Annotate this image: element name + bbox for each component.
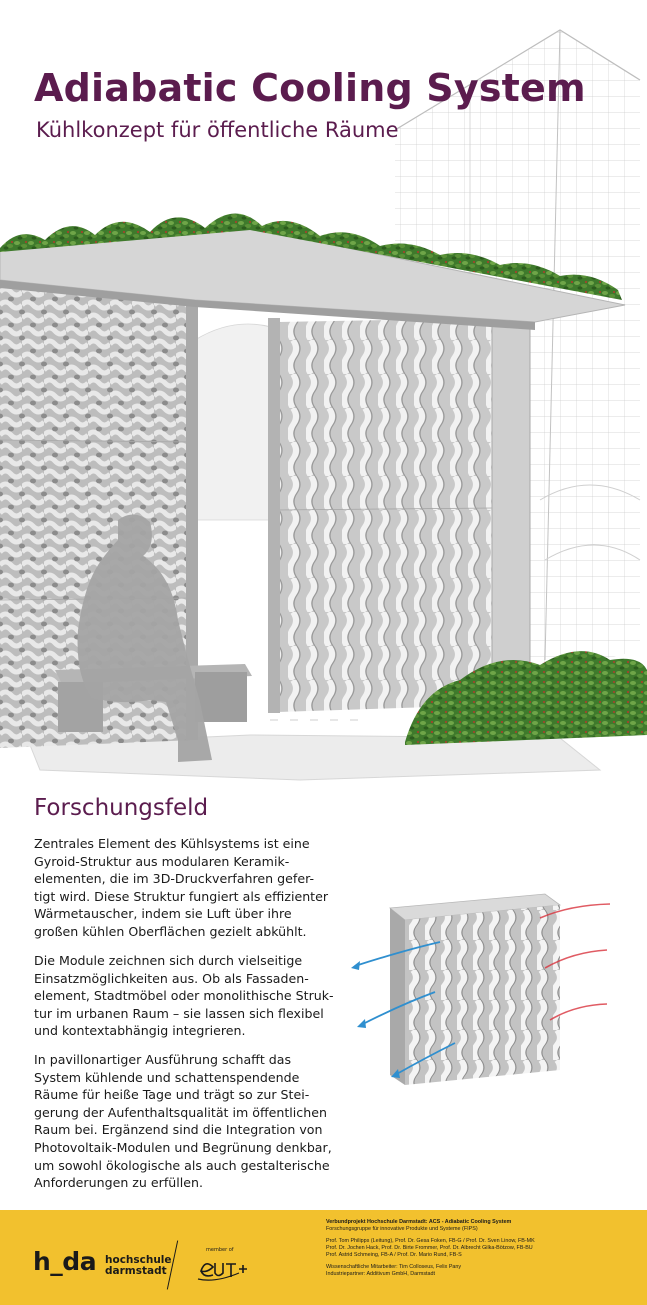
credit-staff: Wissenschaftliche Mitarbeiter: Tim Colloseus, Felix Pany <box>326 1264 462 1270</box>
gyroid-module-illustration <box>345 880 615 1095</box>
logo-line: hochschule <box>105 1254 172 1266</box>
credit-profs: Prof. Astrid Schmeing, FB-A / Prof. Dr. Mario Rund, FB-S <box>326 1252 462 1258</box>
member-of-label: member of <box>206 1247 234 1253</box>
body-paragraph: In pavillonartiger Ausführung schafft das System kühlende und schattenspendende Räume für heiße Tage und trägt so zur Stei-gerung der Aufenthaltsqualität im öffentlichen Raum bei. Ergänzend sind die Integration von Photovoltaik-Modulen und Begrünung denkbar, um sowohl ökologische als auch gestalterische Anforderungen zu erfüllen. <box>34 1052 332 1191</box>
hda-logo-wordmark <box>105 1255 172 1277</box>
credit-project: Verbundprojekt Hochschule Darmstadt: ACS - Adiabatic Cooling System <box>326 1219 512 1225</box>
credit-profs: Prof. Tom Philipps (Leitung), Prof. Dr. Gesa Foken, FB-G / Prof. Dr. Sven Linow, FB-MK <box>326 1238 535 1244</box>
page-subtitle: Kühlkonzept für öffentliche Räume <box>36 118 399 142</box>
section-heading: Forschungsfeld <box>34 795 209 821</box>
hda-logo: h_da <box>33 1247 97 1276</box>
project-credits <box>326 1219 636 1278</box>
body-paragraph: Die Module zeichnen sich durch vielseitige Einsatzmöglichkeiten aus. Ob als Fassaden-element, Stadtmöbel oder monolithische Struk-tur im urbanen Raum – sie lassen sich flexibel und kontextabhängig integrieren. <box>34 953 334 1039</box>
credit-profs: Prof. Dr. Jochen Hack, Prof. Dr. Birte Frommer, Prof. Dr. Albrecht Gilka-Bötzow, FB-BU <box>326 1245 533 1251</box>
credit-industry: Industriepartner: Additivum GmbH, Darmstadt <box>326 1271 436 1277</box>
logo-line: darmstadt <box>105 1265 167 1277</box>
credit-group: Forschungsgruppe für innovative Produkte und Systeme (FIPS) <box>326 1226 478 1232</box>
page-title: Adiabatic Cooling System <box>34 66 586 110</box>
body-paragraph: Zentrales Element des Kühlsystems ist eine Gyroid-Struktur aus modularen Keramik-elementen, die im 3D-Druckverfahren gefer-tigt wird. Diese Struktur fungiert als effizienter Wärmetauscher, indem sie Luft über ihre großen kühlen Oberflächen gezielt abkühlt. <box>34 836 329 939</box>
eut-logo <box>195 1255 255 1283</box>
